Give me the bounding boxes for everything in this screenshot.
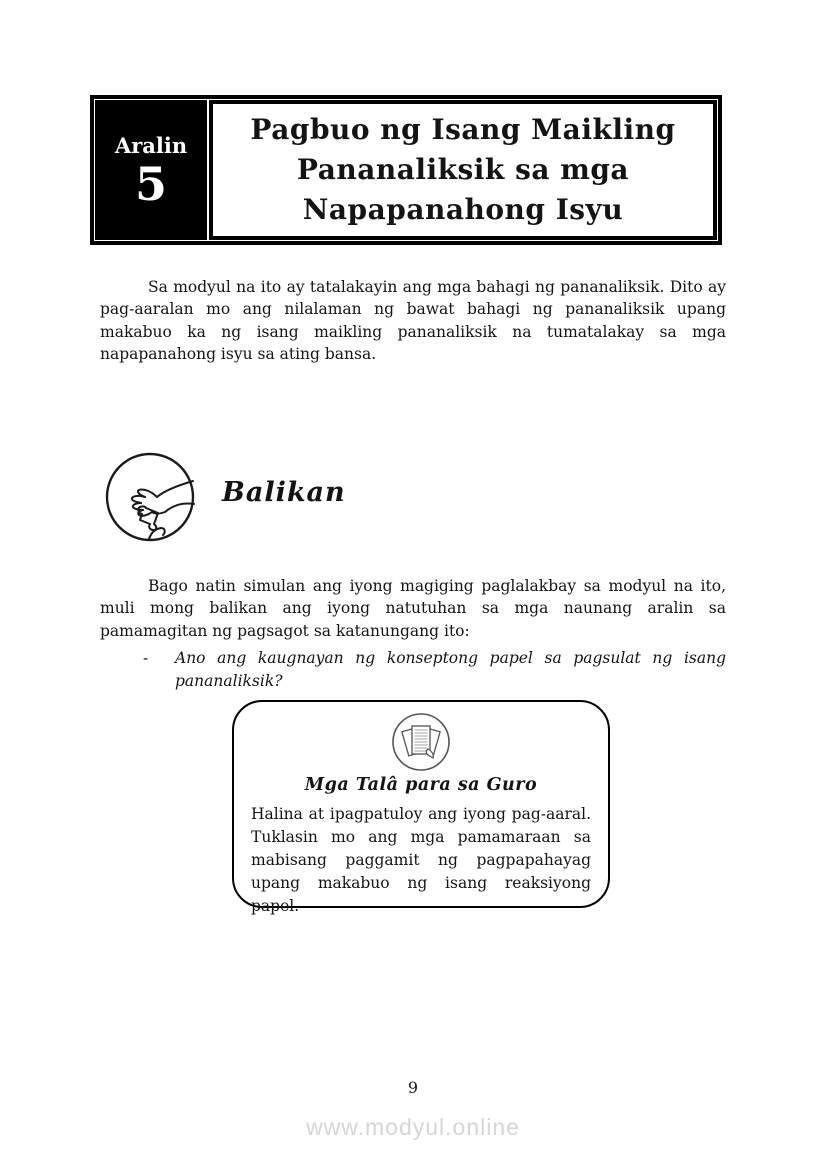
teacher-note-box [232, 700, 610, 915]
lesson-title-line: Pagbuo ng Isang Maikling [250, 113, 676, 146]
lesson-number: 5 [134, 157, 167, 211]
bullet-marker: - [143, 649, 149, 667]
lesson-title-line: Pananaliksik sa mga [296, 153, 630, 186]
balikan-paragraph: Bago natin simulan ang iyong magiging paglalakbay sa modyul na ito, muli mong balikan ang iyong natutuhan sa mga naunang aralin sa pamamagitan ng pagsagot sa katanungang ito: [100, 577, 726, 640]
intro-paragraph: Sa modyul na ito ay tatalakayin ang mga bahagi ng pananaliksik. Dito ay pag-aaralan mo ang nilalaman ng bawat bahagi ng pananaliksik upang makabuo ka ng isang maikling pananaliksik na tumatalakay sa mga napapanahong isyu sa ating bansa. [100, 278, 726, 363]
review-question [143, 647, 726, 693]
lesson-title-cell [209, 100, 717, 240]
papers-hand-icon [391, 712, 451, 772]
teacher-note-heading: Mga Talâ para sa Guro [304, 775, 538, 795]
watermark-url: www.modyul.online [306, 1114, 520, 1140]
hand-puzzle-icon [103, 450, 197, 544]
balikan-heading: Balikan [222, 477, 346, 508]
lesson-number-cell [95, 100, 207, 240]
lesson-label: Aralin [114, 133, 188, 158]
page-number: 9 [407, 1078, 419, 1097]
lesson-title-line: Napapanahong Isyu [302, 193, 624, 226]
lesson-header [90, 95, 722, 245]
teacher-note-body: Halina at ipagpatuloy ang iyong pag-aaral. Tuklasin mo ang mga pamamaraan sa mabisang paggamit ng pagpapahayag upang makabuo ng isang reaksiyong papel. [251, 805, 591, 915]
review-question-text: Ano ang kaugnayan ng konseptong papel sa pagsulat ng isang pananaliksik? [175, 649, 726, 690]
